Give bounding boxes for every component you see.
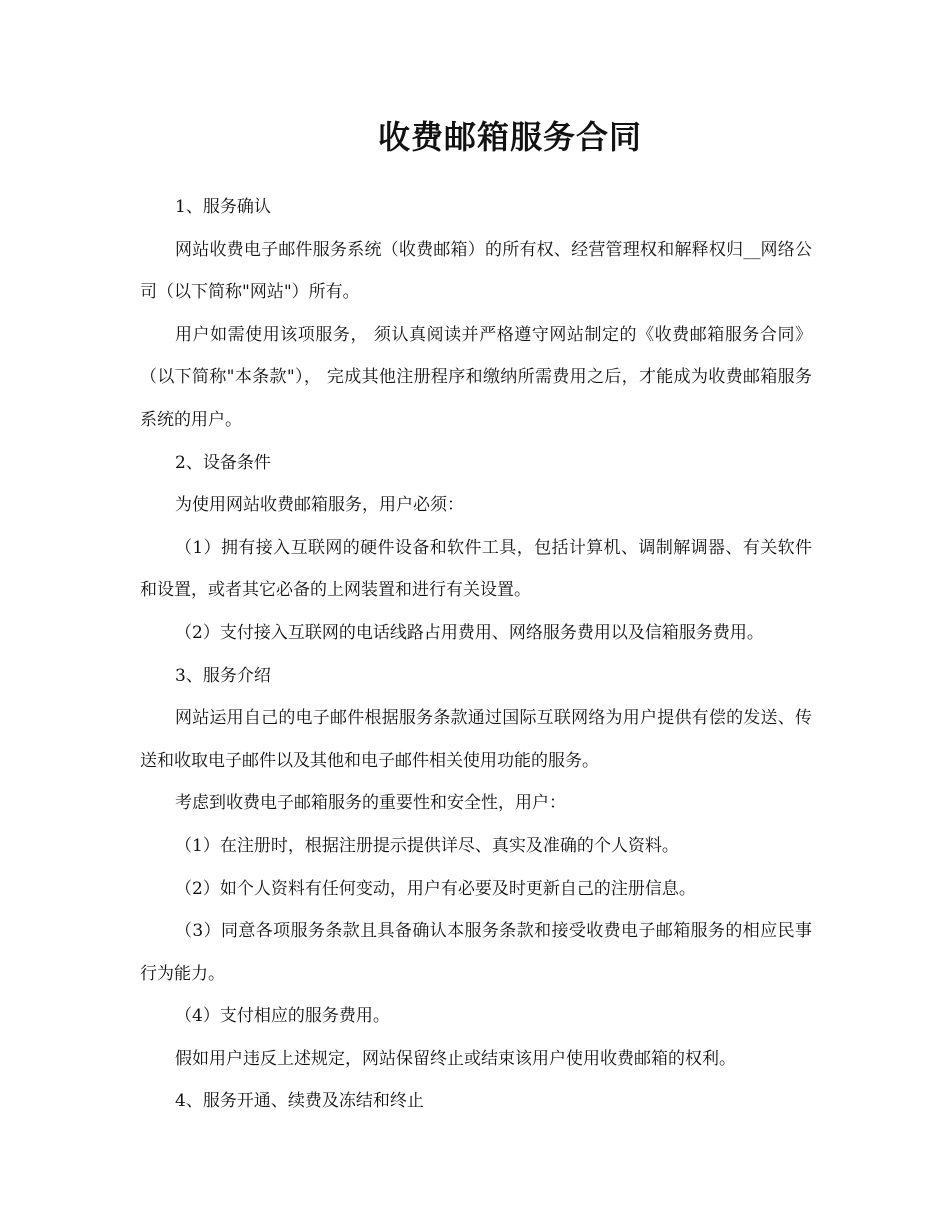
paragraph: 为使用网站收费邮箱服务，用户必须： xyxy=(175,495,464,516)
paragraph: 假如用户违反上述规定，网站保留终止或结束该用户使用收费邮箱的权利。 xyxy=(175,1048,736,1069)
list-item: （2）如个人资料有任何变动，用户有必要及时更新自己的注册信息。 xyxy=(175,878,696,899)
paragraph: 用户如需使用该项服务， 须认真阅读并严格遵守网站制定的《收费邮箱服务合同》（以下简称"本条款"）， 完成其他注册程序和缴纳所需费用之后，才能成为收费邮箱服务系统的用户。 xyxy=(140,324,812,430)
list-item: （1）在注册时，根据注册提示提供详尽、真实及准确的个人资料。 xyxy=(175,835,679,856)
document-body xyxy=(140,186,812,1123)
paragraph: 考虑到收费电子邮箱服务的重要性和安全性，用户： xyxy=(175,793,566,814)
section-heading: 1、服务确认 xyxy=(175,197,271,217)
list-item: （3）同意各项服务条款且具备确认本服务条款和接受收费电子邮箱服务的相应民事行为能力。 xyxy=(140,921,812,984)
section-heading: 3、服务介绍 xyxy=(175,665,271,686)
section-heading: 4、服务开通、续费及冻结和终止 xyxy=(175,1091,424,1112)
paragraph: 网站收费电子邮件服务系统（收费邮箱）的所有权、经营管理权和解释权归__网络公司（以下简称"网站"）所有。 xyxy=(140,239,812,303)
list-item: （1）拥有接入互联网的硬件设备和软件工具，包括计算机、调制解调器、有关软件和设置，或者其它必备的上网装置和进行有关设置。 xyxy=(140,537,812,601)
list-item: （4）支付相应的服务费用。 xyxy=(175,1006,390,1027)
list-item: （2）支付接入互联网的电话线路占用费用、网络服务费用以及信箱服务费用。 xyxy=(175,622,764,643)
paragraph: 网站运用自己的电子邮件根据服务条款通过国际互联网络为用户提供有偿的发送、传送和收取电子邮件以及其他和电子邮件相关使用功能的服务。 xyxy=(140,708,812,771)
section-heading: 2、设备条件 xyxy=(175,452,271,473)
document-title: 收费邮箱服务合同 xyxy=(377,118,642,156)
